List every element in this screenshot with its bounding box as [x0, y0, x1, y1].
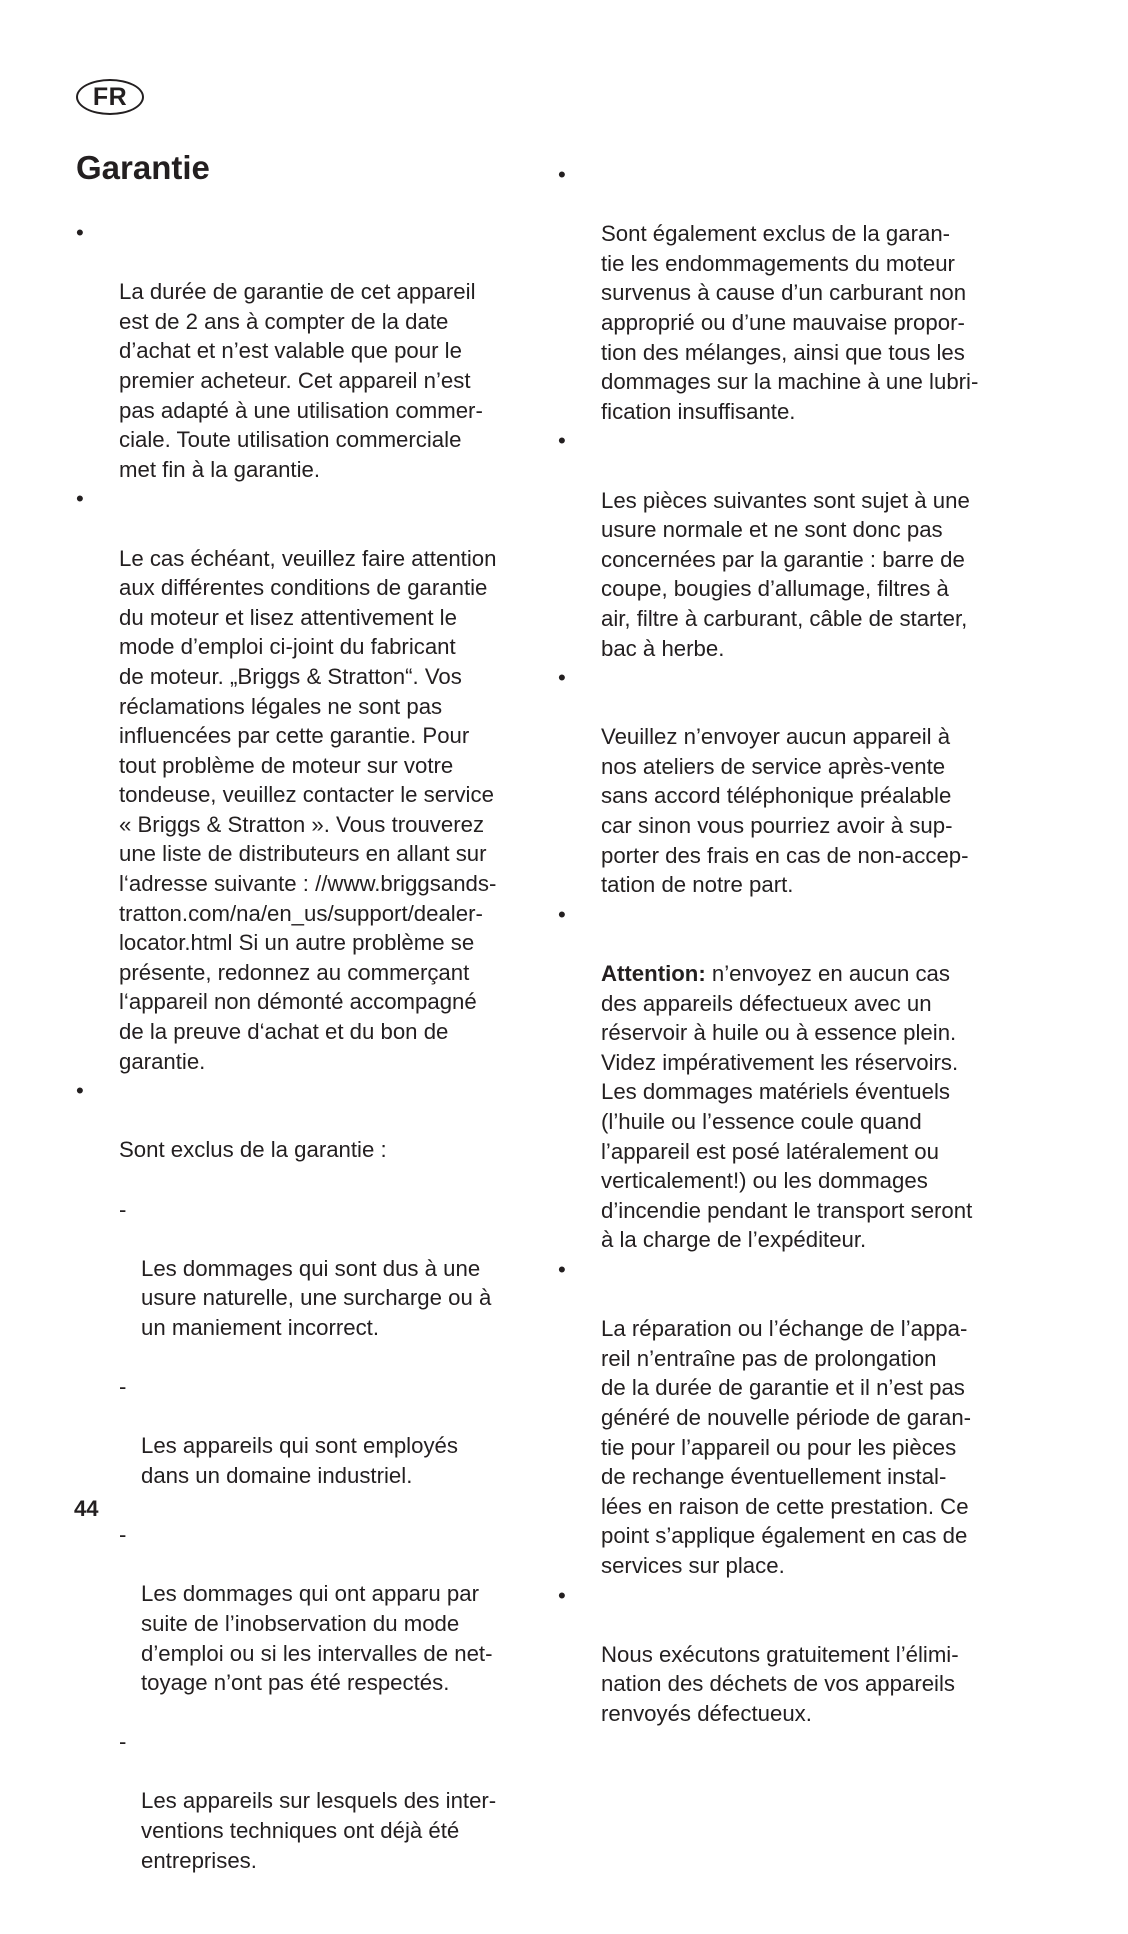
list-item-text: Nous exécutons gratuitement l’élimi- nation des déchets de vos appareils renvoyés défectueux.	[601, 1641, 959, 1726]
sub-list-item	[119, 1372, 538, 1490]
sub-list-item-text: Les appareils sur lesquels des inter- ventions techniques ont déjà été entreprises.	[141, 1788, 497, 1873]
sub-list-item-text: Les dommages qui ont apparu par suite de l’inobservation du mode d’emploi ou si les intervalles de net- toyage n’ont pas été respectés.	[141, 1581, 493, 1696]
list-item	[76, 218, 538, 484]
bullet-icon: •	[76, 486, 84, 512]
bullet-icon: •	[558, 1582, 566, 1608]
sub-list-item	[119, 1727, 538, 1875]
list-item-text: Sont également exclus de la garan- tie les endommagements du moteur survenus à cause d’un carburant non approprié ou d’une mauvaise propor- tion des mélanges, ainsi que tous les dommages sur la machine à une lubri- fication insuffisante.	[601, 221, 979, 424]
sub-list-item-text: Les appareils qui sont employés dans un domaine industriel.	[141, 1433, 458, 1488]
list-item	[558, 426, 1028, 663]
page-title: Garantie	[76, 149, 210, 186]
left-column	[76, 218, 538, 1934]
list-item	[558, 663, 1028, 900]
list-item-text: La durée de garantie de cet appareil est de 2 ans à compter de la date d’achat et n’est valable que pour le premier acheteur. Cet appareil n’est pas adapté à une utilisation commer- ciale. Toute utilisation commerciale met fin à la garantie.	[119, 279, 483, 482]
sub-list-item	[119, 1520, 538, 1698]
sub-list-item-text: Les dommages qui sont dus à une usure naturelle, une surcharge ou à un maniement incorrect.	[141, 1255, 492, 1340]
list-item	[558, 1255, 1028, 1581]
exclusions-sublist	[119, 1165, 538, 1905]
list-item	[76, 1076, 538, 1934]
list-item	[558, 1581, 1028, 1729]
dash-icon: -	[119, 1729, 127, 1755]
bullet-icon: •	[76, 1078, 84, 1104]
list-item	[76, 484, 538, 1076]
list-item-text: Veuillez n’envoyer aucun appareil à nos ateliers de service après-vente sans accord téléphonique préalable car sinon vous pourriez avoir à sup- porter des frais en cas de non-accep- tation de notre part.	[601, 724, 969, 898]
list-item	[558, 900, 1028, 1255]
list-item	[558, 160, 1028, 426]
language-code: FR	[92, 82, 128, 111]
warranty-list-right	[558, 160, 1028, 1728]
sub-list-item	[119, 1195, 538, 1343]
list-item-text: La réparation ou l’échange de l’appa- reil n’entraîne pas de prolongation de la durée de garantie et il n’est pas généré de nouvelle période de garan- tie pour l’appareil ou pour les pièces de rechange éventuellement instal- lées en raison de cette prestation. Ce point s’applique également en cas de services sur place.	[601, 1316, 972, 1578]
right-column	[558, 160, 1028, 1728]
bullet-icon: •	[558, 1256, 566, 1282]
list-item-text: Le cas échéant, veuillez faire attention aux différentes conditions de garantie du moteur et lisez attentivement le mode d’emploi ci-joint du fabricant de moteur. „Briggs & Stratton“. Vos réclamations légales ne sont pas influencées par cette garantie. Pour tout problème de moteur sur votre tondeuse, veuillez contacter le service « Briggs & Stratton ». Vous trouverez une liste de distributeurs en allant sur l‘adresse suivante : //www.briggsands- tratton.com/na/en_us/support/dealer- locator.html Si un autre problème se présente, redonnez au commerçant l‘appareil non démonté accompagné de la preuve d‘achat et du bon de garantie.	[119, 545, 497, 1074]
bullet-icon: •	[76, 220, 84, 245]
bullet-icon: •	[558, 428, 566, 454]
language-badge	[76, 79, 144, 115]
attention-label: Attention:	[601, 961, 706, 987]
page-number: 44	[74, 1496, 99, 1521]
bullet-icon: •	[558, 162, 566, 187]
dash-icon: -	[119, 1522, 127, 1548]
list-item-text: n’envoyez en aucun cas des appareils défectueux avec un réservoir à huile ou à essence plein. Videz impérativement les réservoirs. Les dommages matériels éventuels (l’huile ou l’essence coule quand l’appareil est posé latéralement ou verticalement!) ou les dommages d’incendie pendant le transport seront à la charge de l’expéditeur.	[601, 961, 973, 1253]
bullet-icon: •	[558, 665, 566, 691]
list-item-text: Les pièces suivantes sont sujet à une usure normale et ne sont donc pas concernées par la garantie : barre de coupe, bougies d’allumage, filtres à air, filtre à carburant, câble de starter, bac à herbe.	[601, 487, 970, 661]
list-item-text: Sont exclus de la garantie :	[119, 1137, 387, 1163]
warranty-list-left	[76, 218, 538, 1934]
dash-icon: -	[119, 1196, 127, 1222]
bullet-icon: •	[558, 901, 566, 927]
dash-icon: -	[119, 1374, 127, 1400]
